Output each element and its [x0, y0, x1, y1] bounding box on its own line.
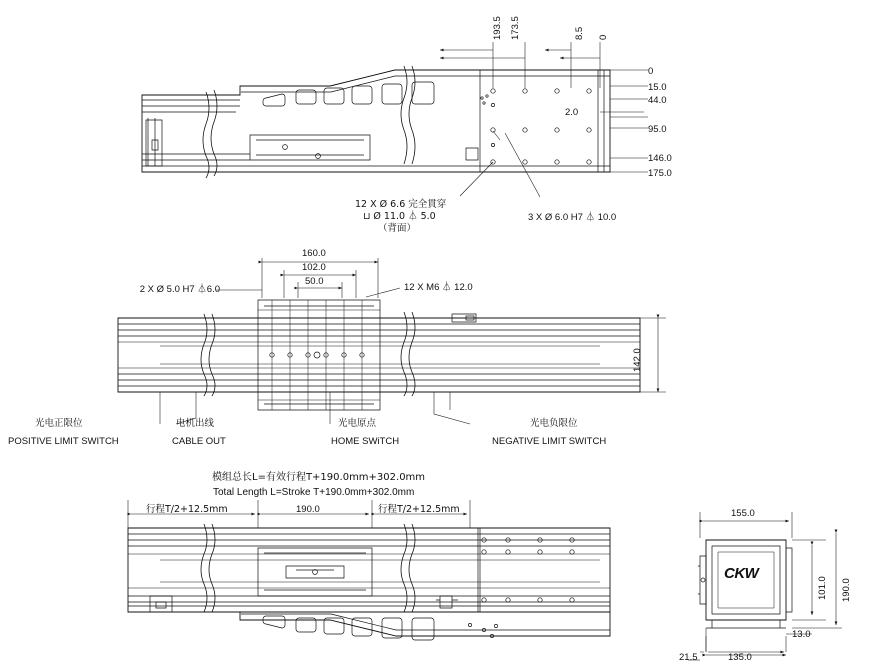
dim-190-section: 190.0 [841, 578, 852, 602]
switch-home-en: HOME SWiTCH [331, 436, 400, 447]
callout-2x5h7: 2 X Ø 5.0 H7 ⏃6.0 [139, 284, 220, 295]
dim-142: 142.0 [632, 348, 643, 372]
brand-logo: CKW [724, 565, 759, 582]
callout-12xm6: 12 X M6 ⏃ 12.0 [404, 282, 473, 293]
dim-50: 50.0 [305, 276, 324, 287]
callout-12x-line1: 12 X Ø 6.6 完全貫穿 [355, 199, 447, 210]
dim-right-95: 95.0 [648, 124, 667, 135]
dim-0-top: 0 [598, 34, 609, 40]
dim-160: 160.0 [302, 248, 326, 259]
switch-positive-cn: 光电正限位 [35, 418, 83, 429]
dim-21-5: 21.5 [679, 652, 698, 663]
switch-cable-cn: 电机出线 [176, 418, 215, 429]
dim-155: 155.0 [731, 508, 755, 519]
callout-12x-line3: （背面） [378, 223, 417, 234]
dim-13: 13.0 [792, 629, 811, 640]
switch-negative-cn: 光电负限位 [530, 418, 578, 429]
dim-135: 135.0 [728, 652, 752, 663]
dim-102: 102.0 [302, 262, 326, 273]
dim-right-44: 44.0 [648, 95, 667, 106]
dim-173-5: 173.5 [510, 16, 521, 40]
dim-190: 190.0 [296, 504, 320, 515]
switch-home-cn: 光电原点 [338, 418, 377, 429]
callout-12x-line2: ⊔ Ø 11.0 ⏃ 5.0 [363, 211, 436, 222]
switch-positive-en: POSITIVE LIMIT SWITCH [8, 436, 119, 447]
dim-stroke-right: 行程T/2+12.5mm [378, 504, 460, 515]
dim-193-5: 193.5 [492, 16, 503, 40]
dim-8-5: 8.5 [574, 26, 585, 40]
dim-right-175: 175.0 [648, 168, 672, 179]
callout-3x: 3 X Ø 6.0 H7 ⏃ 10.0 [528, 212, 617, 223]
switch-negative-en: NEGATIVE LIMIT SWITCH [492, 436, 607, 447]
dim-101: 101.0 [817, 576, 828, 600]
note-total-length-en: Total Length L=Stroke T+190.0mm+302.0mm [213, 487, 415, 498]
note-total-length-cn: 模组总长L=有效行程T+190.0mm+302.0mm [212, 472, 426, 483]
dim-right-0: 0 [648, 66, 654, 77]
switch-cable-en: CABLE OUT [172, 436, 226, 447]
dim-right-146: 146.0 [648, 153, 672, 164]
dim-right-15: 15.0 [648, 82, 667, 93]
dim-stroke-left: 行程T/2+12.5mm [146, 504, 228, 515]
dim-right-2: 2.0 [565, 107, 579, 118]
